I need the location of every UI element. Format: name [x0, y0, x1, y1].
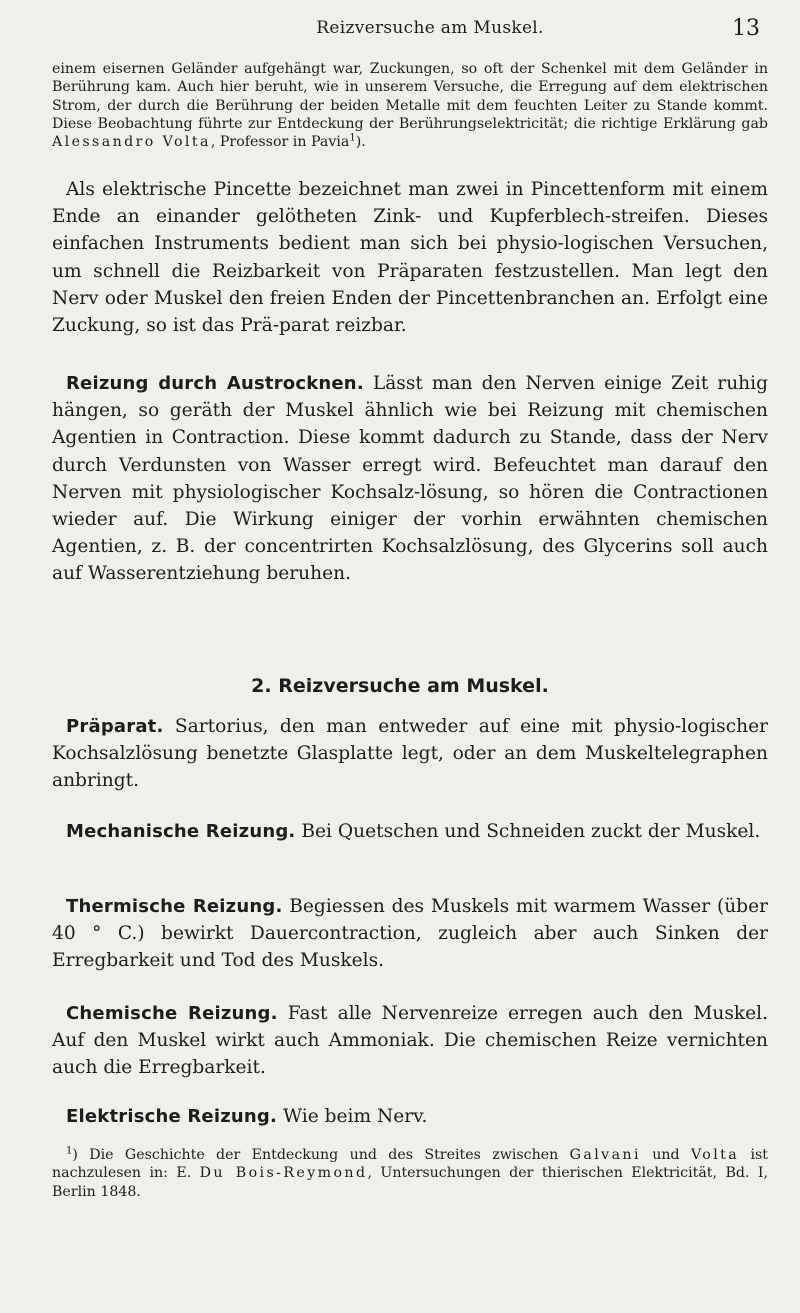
paragraph-elektrisch — [52, 1103, 768, 1130]
page-number: 13 — [732, 16, 760, 41]
footnote-mark: 1 — [66, 1145, 73, 1157]
section-heading: Elektrische Reizung. — [66, 1106, 278, 1127]
intro-text: , Professor in Pavia — [210, 134, 350, 151]
paragraph-austrocknen — [52, 370, 768, 588]
section-heading: Präparat. — [66, 716, 164, 737]
paragraph-praeparat — [52, 713, 768, 795]
footnote-text: ist nachzulesen in: E. — [52, 1147, 769, 1182]
person-name: Galvani — [569, 1147, 641, 1163]
running-title: Reizversuche am Muskel. — [316, 18, 544, 38]
paragraph-pincette — [52, 176, 768, 339]
paragraph-chemisch — [52, 1000, 768, 1082]
section-title: 2. Reizversuche am Muskel. — [251, 675, 549, 697]
section-heading: Mechanische Reizung. — [66, 821, 296, 842]
paragraph-text: Als elektrische Pincette bezeichnet man zwei in Pincettenform mit einem Ende an einander gelötheten Zink- und Kupferblech-streifen. Dieses einfachen Instruments bedient man sich bei physio-logischen Versuchen, um schnell die Reizbarkeit von Präparaten festzustellen. Man legt den Nerv oder Muskel den freien Enden der Pincettenbranchen an. Erfolgt eine Zuckung, so ist das Prä-parat reizbar. — [52, 179, 768, 337]
footnote-reference: 1 — [349, 132, 356, 144]
person-name: Du Bois-Reymond — [199, 1165, 368, 1182]
footnote-text: , Untersuchungen der thierischen Elektricität, Bd. I, Berlin 1848. — [52, 1165, 768, 1200]
paragraph-thermisch — [52, 893, 768, 975]
footnote — [52, 1146, 768, 1201]
paragraph-text: Wie beim Nerv. — [277, 1106, 428, 1127]
section-heading: Chemische Reizung. — [66, 1003, 278, 1024]
footnote-text: und — [640, 1147, 691, 1163]
paragraph-text: Fast alle Nervenreize erregen auch den Muskel. Auf den Muskel wirkt auch Ammoniak. Die chemischen Reize vernichten auch die Erregbarkeit. — [52, 1003, 769, 1079]
paragraph-text: Begiessen des Muskels mit warmem Wasser (über 40 ° C.) bewirkt Dauercontraction, zugleich aber auch Sinken der Erregbarkeit und Tod des Muskels. — [52, 896, 768, 972]
intro-text: einem eisernen Geländer aufgehängt war, Zuckungen, so oft der Schenkel mit dem Geländer in Berührung kam. Auch hier beruht, wie in unserem Versuche, die Erregung auf dem elektrischen Strom, der durch die Berührung der beiden Metalle mit dem feuchten Leiter zu Stande kommt. Diese Beobachtung führte zur Entdeckung der Berührungselektricität; die richtige Erklärung gab — [52, 61, 768, 132]
intro-text: ). — [355, 134, 366, 151]
section-heading: Thermische Reizung. — [66, 896, 283, 917]
paragraph-mechanisch — [52, 818, 768, 845]
paragraph-text: Sartorius, den man entweder auf eine mit physio-logischer Kochsalzlösung benetzte Glasplatte legt, oder an dem Muskeltelegraphen anbringt. — [52, 716, 768, 792]
footnote-text: ) Die Geschichte der Entdeckung und des Streites zwischen — [72, 1147, 570, 1163]
section-heading: Reizung durch Austrocknen. — [66, 373, 364, 394]
intro-paragraph — [52, 60, 768, 151]
person-name: Volta — [690, 1147, 740, 1163]
paragraph-text: Bei Quetschen und Schneiden zuckt der Muskel. — [295, 821, 761, 842]
paragraph-text: Lässt man den Nerven einige Zeit ruhig hängen, so geräth der Muskel ähnlich wie bei Reizung mit chemischen Agentien in Contraction. Diese kommt dadurch zu Stande, dass der Nerv durch Verdunsten von Wasser erregt wird. Befeuchtet man darauf den Nerven mit physiologischer Kochsalz-lösung, so hören die Contractionen wieder auf. Die Wirkung einiger der vorhin erwähnten chemischen Agentien, z. B. der concentrirten Kochsalzlösung, des Glycerins soll auch auf Wasserentziehung beruhen. — [52, 373, 768, 585]
person-name: Alessandro Volta — [52, 134, 211, 151]
